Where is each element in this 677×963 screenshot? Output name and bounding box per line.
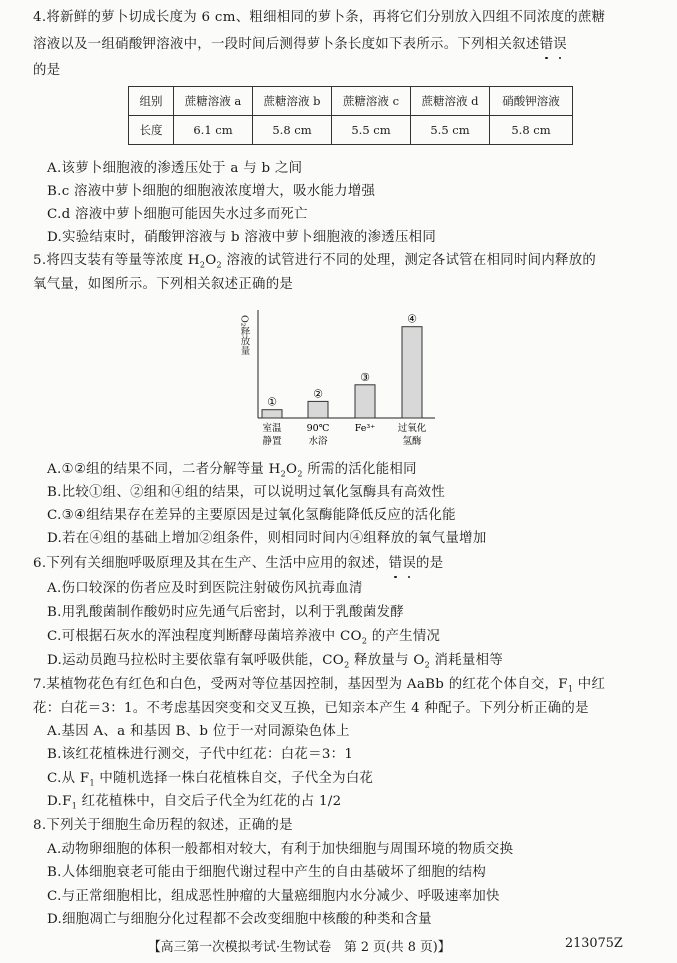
q4-option-c: C.d 溶液中萝卜细胞可能因失水过多而死亡 — [47, 207, 308, 222]
y-axis-label: O₂释放量 — [238, 315, 250, 356]
emphasis-dot: 错 — [539, 37, 554, 52]
table-cell: 6.1 cm — [174, 116, 253, 145]
q5-option-b: B.比较①组、②组和④组的结果，可以说明过氧化氢酶具有高效性 — [47, 485, 446, 500]
table-cell: 长度 — [129, 116, 174, 145]
q4-stem-line2: 溶液以及一组硝酸钾溶液中，一段时间后测得萝卜条长度如下表所示。下列相关叙述错误 — [33, 37, 567, 52]
q7-option-d: $D.F_1$ 红花植株中，自交后子代全为红花的占 1/2 — [47, 794, 342, 811]
q5-option-a: A.①②组的结果不同，二者分解等量 $H_2O_2$ 所需的活化能相同 — [47, 462, 417, 479]
bar-marker-2: ② — [313, 387, 323, 401]
q7-option-c: C.从 $F_1$ 中随机选择一株白花植株自交，子代全为白花 — [47, 771, 374, 788]
table-header-cell: 蔗糖溶液 b — [253, 87, 332, 116]
bar-label-4: 过氧化 — [397, 423, 427, 434]
q4-option-d: D.实验结束时，硝酸钾溶液与 b 溶液中萝卜细胞液的渗透压相同 — [47, 230, 437, 245]
q6-option-b: B.用乳酸菌制作酸奶时应先通气后密封，以利于乳酸菌发酵 — [47, 605, 404, 620]
q8-option-a: A.动物卵细胞的体积一般都相对较大，有利于加快细胞与周围环境的物质交换 — [47, 842, 514, 857]
bar-label2-4: 氢酶 — [402, 436, 422, 447]
table-cell: 5.5 cm — [332, 116, 411, 145]
bar-label-1: 室温 — [262, 423, 282, 434]
q4-option-b: B.c 溶液中萝卜细胞的细胞液浓度增大，吸水能力增强 — [47, 184, 376, 199]
bar-marker-3: ③ — [360, 370, 370, 384]
table-header-cell: 硝酸钾溶液 — [490, 87, 573, 116]
q5-stem-line2: 氧气量，如图所示。下列相关叙述正确的是 — [33, 277, 294, 292]
bar-2 — [308, 401, 328, 418]
table-row — [129, 116, 573, 145]
q8-option-d: D.细胞凋亡与细胞分化过程都不会改变细胞中核酸的种类和含量 — [47, 912, 432, 927]
q7-stem-line2: 花：白花＝3：1。不考虑基因突变和交叉互换，已知亲本产生 4 种配子。下列分析正确的是 — [33, 701, 589, 716]
table-cell: 5.5 cm — [411, 116, 490, 145]
table-header-cell: 组别 — [129, 87, 174, 116]
bar-label2-2: 水浴 — [308, 436, 328, 447]
emphasis-dot: 错 — [388, 556, 403, 571]
table-cell: 5.8 cm — [253, 116, 332, 145]
length-table — [128, 86, 573, 145]
q7-stem-line1: 7.某植物花色有红色和白色，受两对等位基因控制，基因型为 AaBb 的红花个体自交，$F_1$ 中红 — [33, 677, 606, 694]
q8-stem: 8.下列关于细胞生命历程的叙述，正确的是 — [33, 818, 293, 833]
q6-option-c: C.可根据石灰水的浑浊程度判断酵母菌培养液中 $CO_2$ 的产生情况 — [47, 629, 441, 646]
bar-1 — [262, 410, 282, 418]
q4-stem-line3: 的是 — [33, 63, 61, 78]
q7-option-b: B.该红花植株进行测交，子代中红花：白花＝3：1 — [47, 747, 354, 762]
table-row — [129, 87, 573, 116]
q6-option-a: A.伤口较深的伤者应及时到医院注射破伤风抗毒血清 — [47, 581, 363, 596]
q5-stem-line1: 5.将四支装有等量等浓度 $H_2O_2$ 溶液的试管进行不同的处理，测定各试管在相同时间内释放的 — [33, 253, 597, 270]
bar-4 — [402, 327, 422, 418]
table-cell: 5.8 cm — [490, 116, 573, 145]
oxygen-release-chart — [230, 305, 445, 455]
bar-marker-4: ④ — [407, 312, 417, 326]
table-header-cell: 蔗糖溶液 d — [411, 87, 490, 116]
page-footer: 【高三第一次模拟考试·生物试卷 第 2 页(共 8 页)】 — [148, 940, 451, 955]
table-header-cell: 蔗糖溶液 c — [332, 87, 411, 116]
q6-option-d: D.运动员跑马拉松时主要依靠有氧呼吸供能，$CO_2$ 释放量与 $O_2$ 消耗量相等 — [47, 653, 504, 670]
q4-stem-line1: 4.将新鲜的萝卜切成长度为 6 cm、粗细相同的萝卜条，再将它们分别放入四组不同浓度的蔗糖 — [33, 10, 606, 25]
bar-label-2: 90℃ — [306, 423, 330, 434]
q4-option-a: A.该萝卜细胞液的渗透压处于 a 与 b 之间 — [47, 161, 303, 176]
emphasis-dot: 误 — [553, 37, 567, 52]
q8-option-b: B.人体细胞衰老可能由于细胞代谢过程中产生的自由基破坏了细胞的结构 — [47, 865, 487, 880]
bars-group — [262, 313, 427, 447]
table-header-cell: 蔗糖溶液 a — [174, 87, 253, 116]
paper-code: 213075Z — [565, 936, 623, 951]
bar-3 — [355, 385, 375, 418]
emphasis-dot: 误 — [402, 556, 417, 571]
bar-label2-1: 静置 — [262, 436, 282, 447]
q7-option-a: A.基因 A、a 和基因 B、b 位于一对同源染色体上 — [47, 724, 350, 739]
bar-marker-1: ① — [267, 395, 277, 409]
q8-option-c: C.与正常细胞相比，组成恶性肿瘤的大量癌细胞内水分减少、呼吸速率加快 — [47, 889, 500, 904]
q6-stem: 6.下列有关细胞呼吸原理及其在生产、生活中应用的叙述，错误的是 — [33, 556, 444, 571]
q5-option-d: D.若在④组的基础上增加②组条件，则相同时间内④组释放的氧气量增加 — [47, 531, 487, 546]
q5-option-c: C.③④组结果存在差异的主要原因是过氧化氢酶能降低反应的活化能 — [47, 508, 456, 523]
bar-label-3: Fe³⁺ — [354, 423, 376, 434]
